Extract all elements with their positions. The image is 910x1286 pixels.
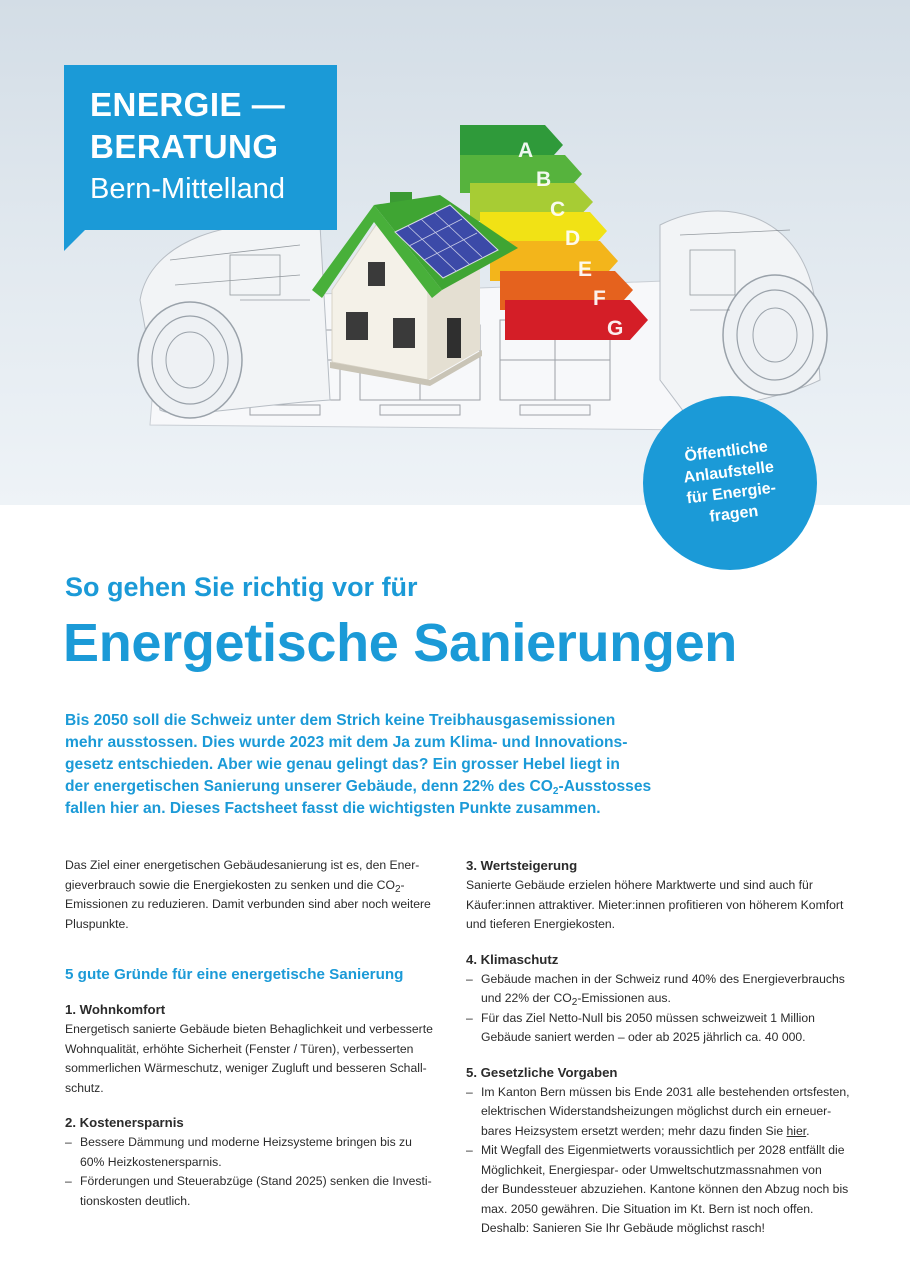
text-line bbox=[481, 1122, 850, 1142]
text-line: Pluspunkte. bbox=[65, 916, 129, 931]
text: . bbox=[806, 1123, 810, 1138]
text-line: Mit Wegfall des Eigenmietwerts voraussichtlich per 2028 entfällt die bbox=[481, 1143, 845, 1157]
left-blueprint-roll bbox=[138, 223, 330, 418]
bullet-item bbox=[466, 1083, 850, 1142]
label-d: D bbox=[565, 227, 581, 250]
label-c: C bbox=[550, 198, 566, 221]
label-a: A bbox=[518, 139, 534, 162]
dash-bullet: – bbox=[466, 971, 473, 986]
hier-link[interactable]: hier bbox=[786, 1123, 807, 1138]
intro-paragraph bbox=[65, 710, 665, 820]
section-heading: 2. Kostenersparnis bbox=[65, 1115, 184, 1130]
label-f: F bbox=[593, 287, 606, 310]
page-title: Energetische Sanierungen bbox=[63, 613, 737, 673]
text-line: Möglichkeit, Energiespar- oder Umweltschutzmassnahmen von bbox=[481, 1162, 822, 1177]
section-heading: 4. Klimaschutz bbox=[466, 951, 559, 967]
text-line: sommerlichen Wärmeschutz, weniger Zugluft und besseren Schall- bbox=[65, 1061, 427, 1075]
intro-text: -Ausstosses bbox=[558, 778, 652, 795]
dash-bullet: – bbox=[466, 1143, 473, 1157]
text-line: Wohnqualität, erhöhte Sicherheit (Fenster / Türen), verbesserten bbox=[65, 1041, 414, 1056]
reasons-heading: 5 gute Gründe für eine energetische Sanierung bbox=[65, 966, 404, 983]
right-blueprint-roll bbox=[660, 211, 827, 420]
section-klimaschutz bbox=[466, 950, 846, 1048]
section-heading: 3. Wertsteigerung bbox=[466, 858, 578, 873]
lead-paragraph bbox=[65, 856, 435, 934]
intro-line: gesetz entschieden. Aber wie genau gelingt das? Ein grosser Hebel liegt in bbox=[65, 756, 620, 773]
intro-line: mehr ausstossen. Dies wurde 2023 mit dem Ja zum Klima- und Innovations- bbox=[65, 734, 628, 751]
text-line: elektrischen Widerstandsheizungen möglichst durch ein erneuer- bbox=[481, 1104, 832, 1118]
bullet-item bbox=[65, 1133, 435, 1172]
logo-line-1: ENERGIE — bbox=[90, 86, 286, 123]
text-line bbox=[65, 876, 435, 896]
text-line: und tieferen Energiekosten. bbox=[466, 917, 616, 931]
badge-line: Anlaufstelle bbox=[682, 458, 775, 487]
section-gesetzliche-vorgaben bbox=[466, 1063, 850, 1239]
text-line: Für das Ziel Netto-Null bis 2050 müssen schweizweit 1 Million bbox=[481, 1010, 815, 1025]
co2-subscript: 2 bbox=[394, 883, 401, 895]
label-g: G bbox=[607, 317, 624, 340]
page-kicker: So gehen Sie richtig vor für bbox=[65, 572, 418, 602]
logo-speech-tail bbox=[64, 229, 86, 251]
energieberatung-logo bbox=[64, 65, 337, 230]
logo-line-2: BERATUNG bbox=[90, 128, 279, 165]
text: bares Heizsystem ersetzt werden; mehr dazu finden Sie bbox=[481, 1123, 787, 1138]
intro-text: der energetischen Sanierung unserer Gebäude, denn 22% des CO bbox=[65, 778, 553, 795]
text-line: Im Kanton Bern müssen bis Ende 2031 alle bestehenden ortsfesten, bbox=[481, 1084, 850, 1099]
info-badge bbox=[643, 396, 817, 570]
text-line: Energetisch sanierte Gebäude bieten Behaglichkeit und verbesserte bbox=[65, 1022, 433, 1036]
section-wohnkomfort bbox=[65, 1000, 435, 1098]
co2-subscript: 2 bbox=[552, 786, 559, 797]
text-line: Gebäude machen in der Schweiz rund 40% des Energieverbrauchs bbox=[481, 971, 845, 986]
badge-line: Öffentliche bbox=[683, 438, 769, 466]
label-e: E bbox=[578, 258, 593, 281]
text: und 22% der CO bbox=[481, 991, 572, 1005]
bullet-item bbox=[65, 1172, 435, 1211]
dash-bullet: – bbox=[65, 1174, 72, 1188]
co2-subscript: 2 bbox=[571, 997, 578, 1008]
text: gieverbrauch sowie die Energiekosten zu senken und die CO bbox=[65, 877, 395, 892]
section-heading: 1. Wohnkomfort bbox=[65, 1002, 166, 1017]
text-line: Sanierte Gebäude erzielen höhere Marktwerte und sind auch für bbox=[466, 878, 813, 892]
text: -Emissionen aus. bbox=[577, 991, 671, 1005]
dash-bullet: – bbox=[466, 1084, 473, 1099]
text-line: tionskosten deutlich. bbox=[80, 1193, 191, 1208]
section-kostenersparnis bbox=[65, 1113, 435, 1211]
text-line: Das Ziel einer energetischen Gebäudesanierung ist es, den Ener- bbox=[65, 858, 420, 872]
bullet-item bbox=[466, 1009, 846, 1048]
section-heading: 5. Gesetzliche Vorgaben bbox=[466, 1064, 618, 1080]
text-line: max. 2050 gewähren. Die Situation im Kt. Bern ist noch offen. bbox=[481, 1201, 814, 1216]
text-line: Gebäude saniert werden – oder ab 2025 jährlich ca. 40 000. bbox=[481, 1030, 806, 1044]
text: - bbox=[400, 877, 405, 892]
left-column bbox=[65, 856, 435, 1211]
label-b: B bbox=[536, 168, 552, 191]
text-line: Deshalb: Sanieren Sie Ihr Gebäude möglichst rasch! bbox=[481, 1221, 765, 1235]
section-wertsteigerung bbox=[466, 856, 846, 935]
text-line: Käufer:innen attraktiver. Mieter:innen profitieren von höherem Komfort bbox=[466, 897, 844, 912]
text-line: Emissionen zu reduzieren. Damit verbunden sind aber noch weitere bbox=[65, 897, 431, 911]
badge-line: für Energie- bbox=[685, 479, 777, 508]
text-line: schutz. bbox=[65, 1080, 104, 1095]
right-column bbox=[466, 856, 850, 1239]
dash-bullet: – bbox=[65, 1135, 72, 1149]
intro-line bbox=[65, 776, 665, 798]
intro-line: Bis 2050 soll die Schweiz unter dem Strich keine Treibhausgasemissionen bbox=[65, 712, 616, 729]
bullet-item bbox=[466, 1141, 849, 1239]
text-line bbox=[481, 989, 846, 1009]
badge-line: fragen bbox=[708, 502, 760, 526]
logo-line-3: Bern-Mittelland bbox=[90, 173, 286, 205]
text-line: der Bundessteuer abzuziehen. Kantone können den Abzug noch bis bbox=[481, 1182, 849, 1196]
text-line: 60% Heizkostenersparnis. bbox=[80, 1154, 222, 1169]
bullet-item bbox=[466, 970, 846, 1009]
dash-bullet: – bbox=[466, 1010, 473, 1025]
text-line: Förderungen und Steuerabzüge (Stand 2025) senken die Investi- bbox=[80, 1174, 432, 1188]
text-line: Bessere Dämmung und moderne Heizsysteme bringen bis zu bbox=[80, 1135, 412, 1149]
intro-line: fallen hier an. Dieses Factsheet fasst die wichtigsten Punkte zusammen. bbox=[65, 800, 601, 817]
